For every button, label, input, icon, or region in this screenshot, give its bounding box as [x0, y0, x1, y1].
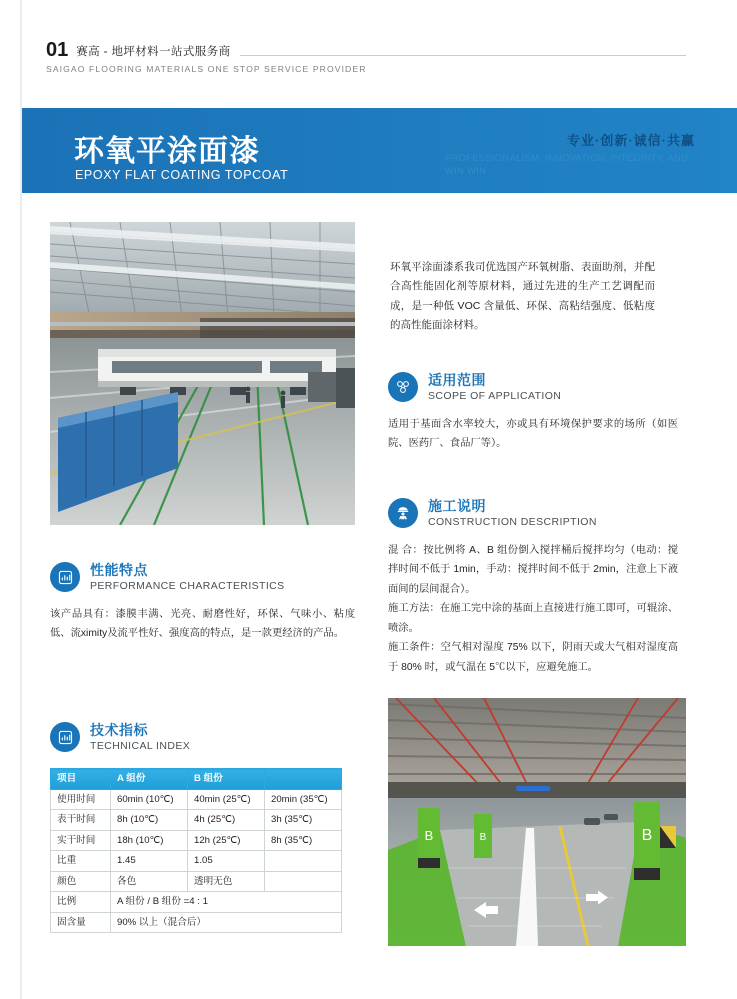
table-cell: 各色 [111, 871, 188, 892]
table-cell: 表干时间 [51, 810, 111, 831]
table-header-row [51, 769, 342, 790]
table-cell: 3h (35℃) [265, 810, 342, 831]
table-row [51, 892, 342, 913]
table-cell: 颜色 [51, 871, 111, 892]
product-intro-text: 环氧平涂面漆系我司优选国产环氧树脂、表面助剂，并配合高性能固化剂等原材料，通过先进的生产工艺调配而成，是一种低 VOC 含量低、环保、高粘结强度、低粘度的高性能面涂材料。 [390, 261, 655, 332]
product-title-cn: 环氧平涂面漆 [74, 135, 260, 168]
table-col-header [265, 769, 342, 790]
table-row [51, 912, 342, 933]
table-cell: 90% 以上（混合后） [111, 912, 342, 933]
table-row [51, 789, 342, 810]
table-cell: 8h (35℃) [265, 830, 342, 851]
table-cell: 固含量 [51, 912, 111, 933]
section-scope-of-application [388, 372, 678, 454]
table-cell: A 组份 / B 组份 =4 : 1 [111, 892, 342, 913]
left-edge-rule [0, 0, 22, 999]
table-cell: 4h (25℃) [188, 810, 265, 831]
construction-line: 施工条件：空气相对湿度 75% 以下，阴雨天或大气相对湿度高于 80% 时，或气温在 5℃以下，应避免施工。 [388, 642, 678, 673]
table-row [51, 830, 342, 851]
slogan-en: PROFESSIONALISM, INNOVATION, INTEGRITY, AND WIN WIN [445, 152, 689, 176]
technical-title-cn: 技术指标 [90, 722, 148, 738]
worker-icon [388, 498, 418, 528]
technical-index-table [50, 768, 342, 933]
company-name-en: SAIGAO FLOORING MATERIALS ONE STOP SERVICE PROVIDER [46, 64, 367, 74]
page-number: 01 [46, 39, 69, 61]
table-col-header: 项目 [51, 769, 111, 790]
company-name-cn: 赛高 - 地坪材料一站式服务商 [76, 46, 231, 59]
scope-body: 适用于基面含水率较大，亦或具有环境保护要求的场所（如医院、医药厂、食品厂等）。 [388, 418, 678, 450]
section-technical-index [50, 722, 355, 753]
chart-icon [50, 562, 80, 592]
table-cell [265, 851, 342, 872]
performance-title-en: PERFORMANCE CHARACTERISTICS [90, 579, 285, 592]
table-row [51, 871, 342, 892]
table-cell [265, 871, 342, 892]
section-performance-characteristics [50, 562, 355, 644]
construction-line: 混 合：按比例将 A、B 组份倒入搅拌桶后搅拌均匀（电动：搅拌时间不低于 1min，手动：搅拌时间不低于 2min，注意上下液面间的层间混合）。 [388, 544, 678, 595]
svg-text:B: B [424, 828, 434, 843]
product-title-en: EPOXY FLAT COATING TOPCOAT [75, 168, 289, 182]
table-cell: 比重 [51, 851, 111, 872]
construction-title-cn: 施工说明 [428, 498, 486, 514]
table-cell: 18h (10℃) [111, 830, 188, 851]
table-row [51, 810, 342, 831]
table-cell: 12h (25℃) [188, 830, 265, 851]
header-divider [240, 55, 686, 56]
svg-text:B: B [479, 832, 487, 843]
table-cell: 20min (35℃) [265, 789, 342, 810]
table-cell: 1.45 [111, 851, 188, 872]
table-col-header: A 组份 [111, 769, 188, 790]
performance-title-cn: 性能特点 [90, 562, 148, 578]
construction-line: 施工方法：在施工完中涂的基面上直接进行施工即可，可辊涂、喷涂。 [388, 603, 678, 634]
table-cell: 8h (10℃) [111, 810, 188, 831]
chart-icon [50, 722, 80, 752]
title-banner [22, 108, 737, 193]
construction-body [388, 541, 678, 678]
table-cell: 40min (25℃) [188, 789, 265, 810]
section-construction-description [388, 498, 678, 678]
table-row [51, 851, 342, 872]
table-cell: 1.05 [188, 851, 265, 872]
factory-workshop-photo [50, 222, 355, 525]
performance-body: 该产品具有：漆膜丰满、光亮、耐磨性好，环保、气味小、粘度低、流ximity及流平性好、强度高的特点，是一款更经济的产品。 [50, 608, 355, 640]
page-header [46, 40, 686, 90]
scope-title-en: SCOPE OF APPLICATION [428, 389, 562, 402]
table-col-header: B 组份 [188, 769, 265, 790]
table-cell: 透明无色 [188, 871, 265, 892]
construction-title-en: CONSTRUCTION DESCRIPTION [428, 515, 597, 528]
table-cell: 比例 [51, 892, 111, 913]
molecule-icon [388, 372, 418, 402]
slogan-cn: 专业·创新·诚信·共赢 [567, 133, 695, 148]
parking-garage-photo [388, 698, 686, 946]
svg-text:B: B [641, 827, 653, 844]
technical-title-en: TECHNICAL INDEX [90, 739, 191, 752]
table-cell: 实干时间 [51, 830, 111, 851]
table-cell: 使用时间 [51, 789, 111, 810]
scope-title-cn: 适用范围 [428, 372, 486, 388]
table-cell: 60min (10℃) [111, 789, 188, 810]
